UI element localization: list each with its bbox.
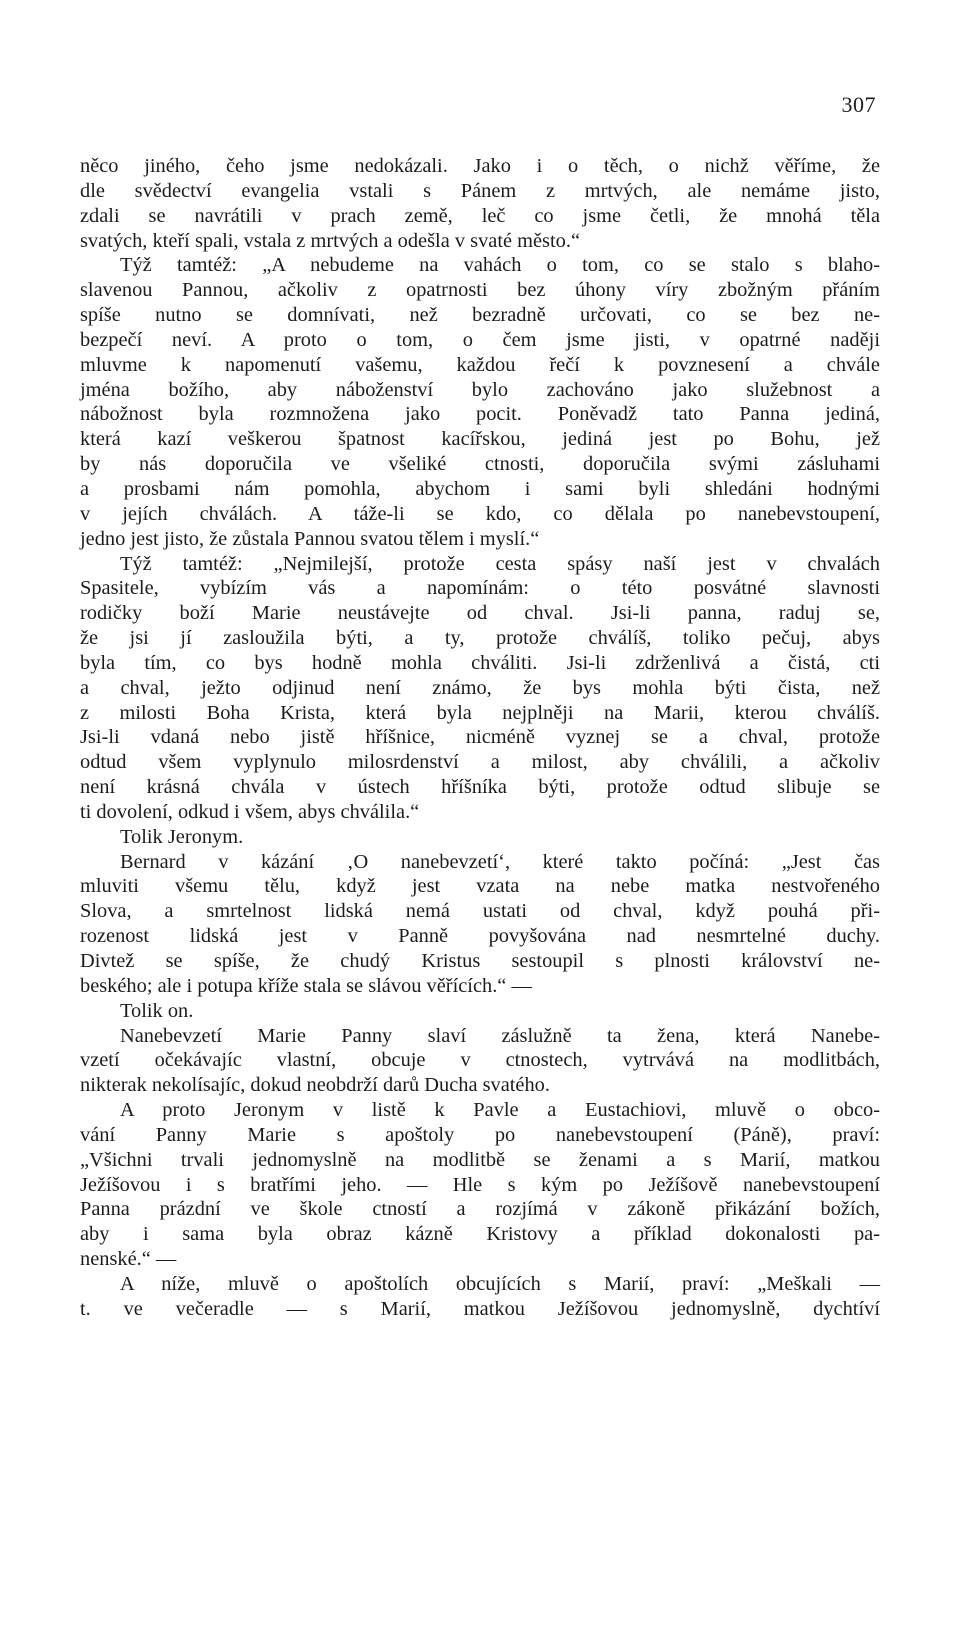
text-line: A níže, mluvě o apoštolích obcujících s Marií, praví: „Meškali —: [120, 1272, 880, 1295]
text-line: vzetí očekávajíc vlastní, obcuje v ctnostech, vytrvává na modlitbách,: [80, 1049, 880, 1072]
text-line: „Všichni trvali jednomyslně na modlitbě se ženami a s Marií, matkou: [80, 1148, 880, 1171]
text-line: Nanebevzetí Marie Panny slaví záslužně ta žena, která Nanebe-: [120, 1024, 880, 1047]
text-line: svatých, kteří spali, vstala z mrtvých a odešla v svaté město.“: [80, 229, 580, 252]
text-line: a prosbami nám pomohla, abychom i sami byli shledáni hodnými: [80, 477, 880, 500]
text-line: mluvme k napomenutí vašemu, každou řečí k povznesení a chvále: [80, 353, 880, 376]
text-line: bezpečí neví. A proto o tom, o čem jsme jisti, v opatrné naději: [80, 328, 880, 351]
text-line: Tolik Jeronym.: [120, 825, 244, 848]
text-line: spíše nutno se domnívati, než bezradně určovati, co se bez ne-: [80, 304, 880, 327]
text-line: nenské.“ —: [80, 1248, 177, 1271]
text-line: která kazí veškerou špatnost kacířskou, jediná jest po Bohu, jež: [80, 428, 880, 451]
text-line: něco jiného, čeho jsme nedokázali. Jako i o těch, o nichž věříme, že: [80, 155, 880, 177]
text-line: a chval, ježto odjinud není známo, že bys mohla býti čista, než: [80, 676, 880, 699]
text-line: t. ve večeradle — s Marií, matkou Ježíšovou jednomyslně, dychtíví: [80, 1297, 880, 1320]
text-line: slavenou Pannou, ačkoliv z opatrnosti bez úhony víry zbožným přáním: [80, 279, 880, 302]
text-line: A proto Jeronym v listě k Pavle a Eustachiovi, mluvě o obco-: [120, 1099, 880, 1122]
text-line: Divtež se spíše, že chudý Kristus sestoupil s plnosti království ne-: [80, 950, 880, 972]
text-line: není krásná chvála v ústech hříšníka býti, protože odtud slibuje se: [80, 776, 880, 799]
text-line: Jsi-li vdaná nebo jistě hříšnice, nicméně vyznej se a chval, protože: [80, 726, 880, 749]
text-line: v jejích chválách. A táže-li se kdo, co dělala po nanebevstoupení,: [80, 502, 880, 525]
text-line: nikterak nekolísajíc, dokud neobdrží darů Ducha svatého.: [80, 1074, 550, 1097]
text-line: Panna prázdní ve škole ctností a rozjímá v zákoně přikázání božích,: [80, 1198, 880, 1221]
text-line: vání Panny Marie s apoštoly po nanebevstoupení (Páně), praví:: [80, 1123, 880, 1146]
text-line: jména božího, aby náboženství bylo zachováno jako služebnost a: [80, 378, 880, 401]
text-line: dle svědectví evangelia vstali s Pánem z mrtvých, ale nemáme jisto,: [80, 179, 880, 202]
text-line: nábožnost byla rozmnožena jako pocit. Poněvadž tato Panna jediná,: [80, 403, 880, 426]
text-line: Slova, a smrtelnost lidská nemá ustati od chval, když pouhá při-: [80, 900, 880, 923]
text-line: ti dovolení, odkud i všem, abys chválila.“: [80, 800, 420, 823]
text-line: Bernard v kázání ‚O nanebevzetí‘, které takto počíná: „Jest čas: [120, 850, 880, 873]
text-line: beského; ale i potupa kříže stala se slávou věřících.“ —: [80, 974, 532, 997]
text-line: aby i sama byla obraz kázně Kristovy a příklad dokonalosti pa-: [80, 1223, 880, 1246]
text-line: rodičky boží Marie neustávejte od chval. Jsi-li panna, raduj se,: [80, 602, 880, 625]
body-text: [80, 154, 880, 1322]
text-line: že jsi jí zasloužila býti, a ty, protože chválíš, toliko pečuj, abys: [80, 627, 880, 650]
text-line: Spasitele, vybízím vás a napomínám: o této posvátné slavnosti: [80, 577, 880, 600]
text-line: mluviti všemu tělu, když jest vzata na nebe matka nestvořeného: [80, 875, 880, 898]
text-line: z milosti Boha Krista, která byla nejplněji na Marii, kterou chválíš.: [80, 701, 880, 724]
text-line: by nás doporučila ve všeliké ctnosti, doporučila svými zásluhami: [80, 453, 880, 476]
text-line: Ježíšovou i s bratřími jeho. — Hle s kým po Ježíšově nanebevstoupení: [80, 1173, 880, 1196]
text-line: rozenost lidská jest v Panně povyšována nad nesmrtelné duchy.: [80, 925, 880, 948]
text-line: odtud všem vyplynulo milosrdenství a milost, aby chválili, a ačkoliv: [80, 751, 880, 774]
text-line: zdali se navrátili v prach země, leč co jsme četli, že mnohá těla: [80, 204, 880, 227]
text-line: Týž tamtéž: „A nebudeme na vahách o tom, co se stalo s blaho-: [120, 254, 880, 277]
page-number: 307: [841, 92, 876, 117]
text-line: Týž tamtéž: „Nejmilejší, protože cesta spásy naší jest v chvalách: [120, 552, 880, 575]
text-line: jedno jest jisto, že zůstala Pannou svatou tělem i myslí.“: [80, 527, 540, 550]
text-line: byla tím, co bys hodně mohla chváliti. Jsi-li zdrženlivá a čistá, cti: [80, 651, 880, 674]
text-line: Tolik on.: [120, 999, 194, 1022]
